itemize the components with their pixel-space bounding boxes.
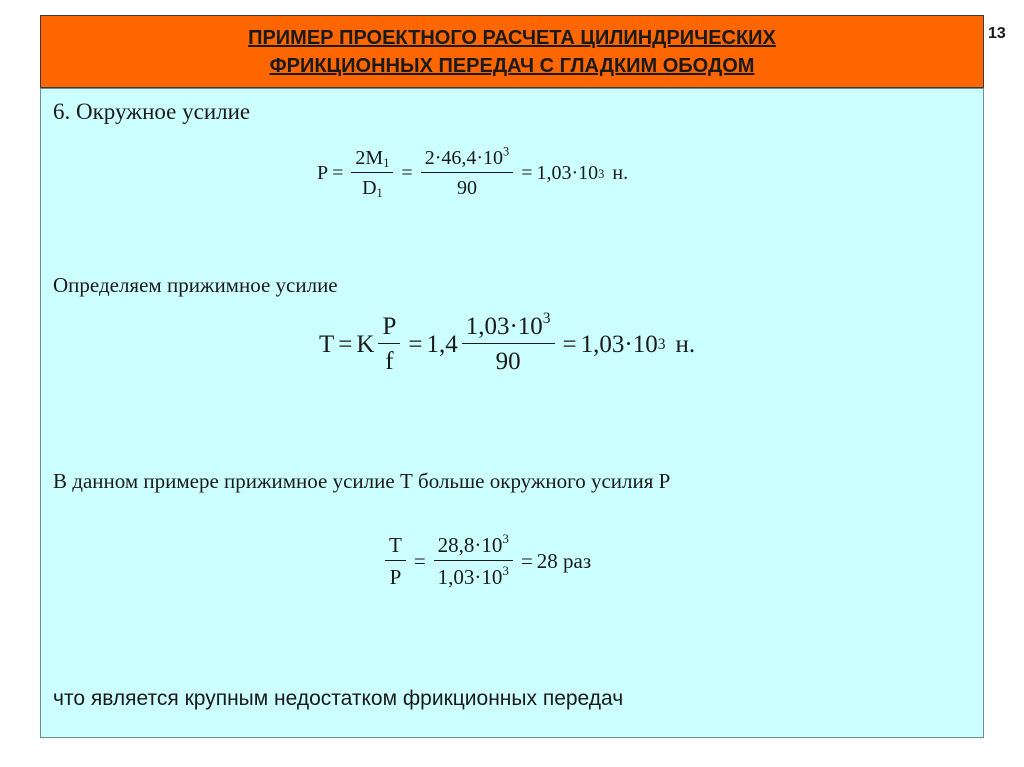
section-heading: 6. Окружное усилие xyxy=(53,99,251,124)
formula1-eq-3: = xyxy=(521,162,533,184)
formula3-eq-2: = xyxy=(520,549,533,573)
formula1-unit: н. xyxy=(612,162,629,184)
formula2-unit: н. xyxy=(675,330,696,358)
formula2-result: 1,03·10 xyxy=(580,330,658,358)
formula2-k: K xyxy=(356,330,375,358)
formula-force-ratio xyxy=(381,530,592,590)
formula1-frac1-den-sub: 1 xyxy=(376,186,383,201)
formula1-frac1-num: 2M xyxy=(355,147,384,169)
formula2-eq-3: = xyxy=(562,330,577,358)
formula3-frac2-num-exp: 3 xyxy=(502,530,509,546)
slide-title-line-2: ФРИКЦИОННЫХ ПЕРЕДАЧ С ГЛАДКИМ ОБОДОМ xyxy=(269,54,755,77)
formula2-frac2-num-exp: 3 xyxy=(542,310,551,328)
formula1-eq-2: = xyxy=(401,162,413,184)
formula1-frac1-num-sub: 1 xyxy=(383,156,390,171)
conclusion-text: что является крупным недостатком фрикционных передач xyxy=(53,687,624,710)
slide-title-line-1: ПРИМЕР ПРОЕКТНОГО РАСЧЕТА ЦИЛИНДРИЧЕСКИХ xyxy=(248,26,776,49)
formula3-fraction-2 xyxy=(434,530,513,590)
formula-pressing-force: T = K $\frac{P}{f}$ = 1,4 $\frac{1,03\cdot 10^3}{90}$ = 1,03·10 3 н. xyxy=(319,310,696,375)
formula2-frac1-num: P xyxy=(378,313,400,344)
formula1-frac2-num-exp: 3 xyxy=(503,144,510,159)
formula3-eq-1: = xyxy=(413,549,426,573)
press-force-intro: Определяем прижимное усилие xyxy=(53,273,338,297)
formula2-lhs: T xyxy=(319,330,335,358)
formula3-frac1-den: P xyxy=(389,565,402,589)
formula3-frac2-den: 1,03·10 xyxy=(437,565,503,589)
page-number: 13 xyxy=(988,25,1006,42)
formula-circumferential-force: P = $\frac{2M_1}{D_1}$ = $\frac{2\cdot 46,4\cdot 10^3}{90}$ = 1,03·10 3 н. xyxy=(317,144,629,201)
content-panel xyxy=(40,88,984,738)
formula3-result: 28 раз xyxy=(536,549,592,573)
formula1-eq-1: = xyxy=(332,162,344,184)
formula2-fraction-2 xyxy=(462,310,555,376)
comparison-statement: В данном примере прижимное усилие Т больше окружного усилия Р xyxy=(53,469,671,493)
formula3-fraction-1 xyxy=(385,533,406,590)
formula1-fraction-1 xyxy=(351,147,393,200)
formula2-fraction-1 xyxy=(378,313,400,376)
formula2-frac2-num: 1,03·10 xyxy=(465,313,543,340)
formula3-frac2-den-exp: 3 xyxy=(502,562,509,578)
formula2-eq-1: = xyxy=(338,330,353,358)
formula3-frac2-num: 28,8·10 xyxy=(437,533,503,557)
formula1-fraction-2 xyxy=(421,144,514,200)
formula1-frac2-den: 90 xyxy=(456,177,477,199)
formula2-coef: 1,4 xyxy=(426,330,458,358)
formula1-frac1-den: D xyxy=(362,177,377,199)
formula3-frac1-num: T xyxy=(385,533,406,561)
formula2-frac2-den: 90 xyxy=(495,348,521,375)
formula2-frac1-den: f xyxy=(385,348,394,375)
formula1-frac2-num: 2·46,4·10 xyxy=(424,147,504,169)
formula1-result: 1,03·10 xyxy=(536,162,599,184)
formula1-lhs: P xyxy=(317,162,329,184)
formula2-eq-2: = xyxy=(408,330,423,358)
slide-title-banner xyxy=(40,15,984,88)
